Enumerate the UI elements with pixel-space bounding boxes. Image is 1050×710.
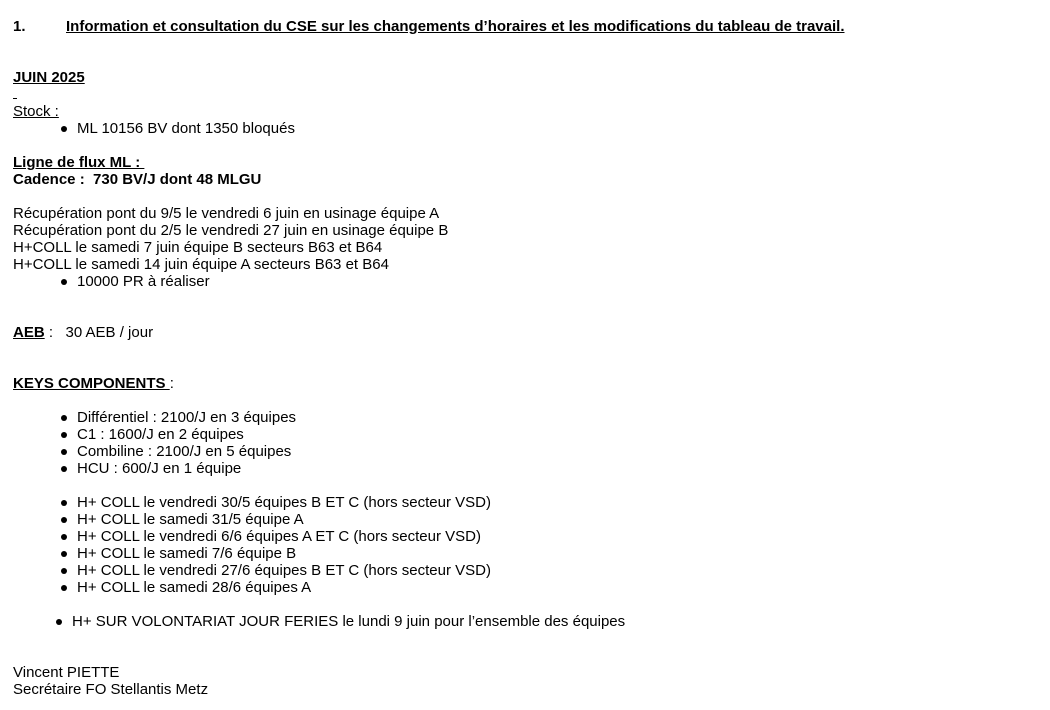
list-item: ML 10156 BV dont 1350 bloqués	[13, 120, 1033, 137]
hcoll-line: H+COLL le samedi 7 juin équipe B secteurs B63 et B64	[13, 239, 383, 256]
list-item: H+ SUR VOLONTARIAT JOUR FERIES le lundi 9 juin pour l’ensemble des équipes	[13, 613, 1033, 630]
document-body	[13, 18, 1033, 698]
stock-label: Stock :	[13, 103, 59, 120]
section-title: Information et consultation du CSE sur les changements d’horaires et les modifications du tableau de travail.	[66, 18, 845, 35]
list-item: H+ COLL le vendredi 6/6 équipes A ET C (hors secteur VSD)	[13, 528, 1033, 545]
recuperation-line: Récupération pont du 9/5 le vendredi 6 juin en usinage équipe A	[13, 205, 440, 222]
signature-name: Vincent PIETTE	[13, 664, 120, 681]
cadence-line: Cadence : 730 BV/J dont 48 MLGU	[13, 171, 262, 188]
hcoll-list	[13, 494, 1033, 596]
list-item: 10000 PR à réaliser	[13, 273, 1033, 290]
list-item: H+ COLL le samedi 7/6 équipe B	[13, 545, 1033, 562]
hcoll-line: H+COLL le samedi 14 juin équipe A secteurs B63 et B64	[13, 256, 389, 273]
list-item: Combiline : 2100/J en 5 équipes	[13, 443, 1033, 460]
list-item: H+ COLL le vendredi 30/5 équipes B ET C (hors secteur VSD)	[13, 494, 1033, 511]
keys-label: KEYS COMPONENTS	[13, 375, 170, 392]
aeb-label: AEB	[13, 324, 45, 341]
month-heading: JUIN 2025	[13, 69, 85, 86]
keys-suffix: :	[169, 375, 174, 392]
list-item: C1 : 1600/J en 2 équipes	[13, 426, 1033, 443]
components-list	[13, 409, 1033, 477]
signature-role: Secrétaire FO Stellantis Metz	[13, 681, 209, 698]
stock-list	[13, 120, 1033, 137]
list-item: H+ COLL le samedi 31/5 équipe A	[13, 511, 1033, 528]
ligne-flux-label: Ligne de flux ML :	[13, 154, 145, 171]
keys-heading	[13, 375, 1033, 392]
pr-list	[13, 273, 1033, 290]
section-number: 1.	[13, 18, 26, 35]
empty-underlined-line	[13, 86, 1033, 103]
list-item: H+ COLL le samedi 28/6 équipes A	[13, 579, 1033, 596]
list-item: Différentiel : 2100/J en 3 équipes	[13, 409, 1033, 426]
aeb-line	[13, 324, 1033, 341]
section-heading	[13, 18, 1033, 35]
aeb-value: : 30 AEB / jour	[44, 324, 154, 341]
list-item: H+ COLL le vendredi 27/6 équipes B ET C (hors secteur VSD)	[13, 562, 1033, 579]
list-item: HCU : 600/J en 1 équipe	[13, 460, 1033, 477]
recuperation-line: Récupération pont du 2/5 le vendredi 27 juin en usinage équipe B	[13, 222, 449, 239]
volontariat-list	[13, 613, 1033, 630]
